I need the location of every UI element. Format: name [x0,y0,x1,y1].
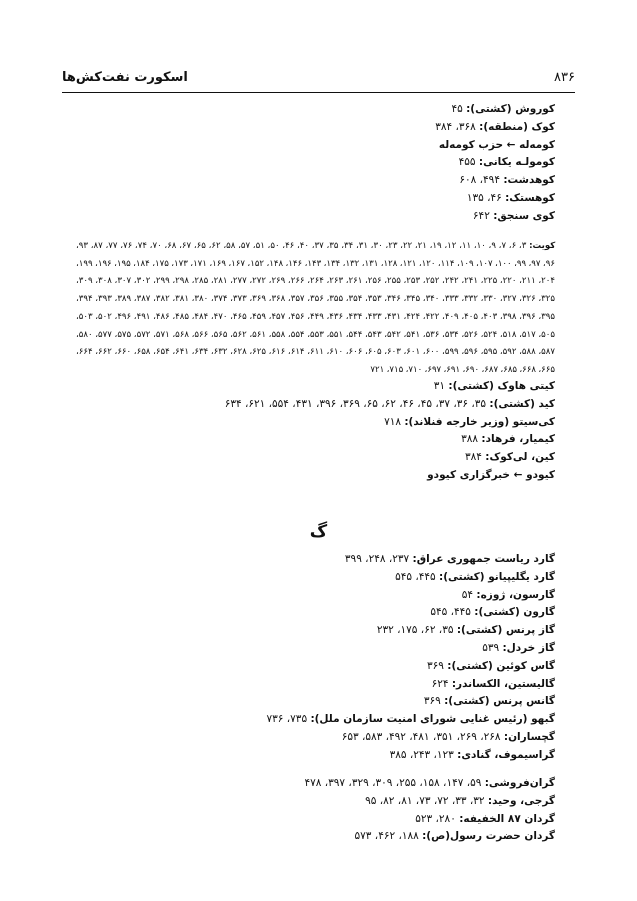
page-number: ۸۳۶ [554,70,575,85]
index-block-gaf-2 [76,775,555,846]
index-entry [76,154,555,172]
index-term: گارسون، ژوزه: [476,588,555,601]
index-entry [76,551,555,569]
index-term: گرجی، وحید: [487,794,555,807]
index-term: گارد یگلیپیانو (کشتی): [439,570,555,583]
index-page-refs: ۲۸۰، ۵۲۳ [415,812,456,825]
index-page-refs: ۳، ۶، ۷، ۹، ۱۰، ۱۱، ۱۲، ۱۹، ۲۱، ۲۲، ۲۳، ۳۰، ۳۱، ۳۴، ۳۵، ۳۷، ۴۰، ۴۶، ۵۰، ۵۱، ۵۷، ۵۸، ۶۲، ۶۵، ۶۷، ۶۸، ۷۰، ۷۴، ۷۶، ۷۷، ۸۷، ۹۳، ۹۶، ۹۷، ۹۹، ۱۰۰، ۱۰۷، ۱۰۹، ۱۱۴، ۱۲۰، ۱۲۱، ۱۲۸، ۱۳۱، ۱۳۲، ۱۳۴، ۱۴۳، ۱۴۶، ۱۴۸، ۱۵۲، ۱۶۷، ۱۶۹، ۱۷۱، ۱۷۳، ۱۷۵، ۱۸۴، ۱۹۵، ۱۹۶، ۱۹۹، ۲۰۴، ۲۱۱، ۲۲۰، ۲۲۵، ۲۴۱، ۲۴۲، ۲۵۲، ۲۵۳، ۲۵۵، ۲۵۶، ۲۶۱، ۲۶۳، ۲۶۴، ۲۶۶، ۲۶۹، ۲۷۲، ۲۷۷، ۲۸۱، ۲۸۵، ۲۹۸، ۲۹۹، ۳۰۲، ۳۰۷، ۳۰۸، ۳۰۹، ۳۲۵، ۳۲۶، ۳۲۷، ۳۳۰، ۳۳۲، ۳۳۳، ۳۴۰، ۳۴۵، ۳۴۶، ۳۵۳، ۳۵۴، ۳۵۵، ۳۵۶، ۳۵۷، ۳۶۸، ۳۶۹، ۳۷۳، ۳۷۴، ۳۸۰، ۳۸۱، ۳۸۲، ۳۸۷، ۳۸۹، ۳۹۳، ۳۹۴، ۳۹۵، ۳۹۶، ۳۹۸، ۴۰۳، ۴۰۵، ۴۰۹، ۴۲۲، ۴۲۴، ۴۳۱، ۴۳۳، ۴۳۴، ۴۳۶، ۴۴۹، ۴۵۶، ۴۵۷، ۴۵۹، ۴۶۵، ۴۷۰، ۴۸۴، ۴۸۵، ۴۸۶، ۴۹۱، ۴۹۶، ۵۰۲، ۵۰۳، ۵۰۵، ۵۱۷، ۵۱۸، ۵۲۴، ۵۲۶، ۵۳۴، ۵۳۶، ۵۴۱، ۵۴۲، ۵۴۳، ۵۴۴، ۵۵۱، ۵۵۳، ۵۵۴، ۵۵۸، ۵۶۱، ۵۶۲، ۵۶۵، ۵۶۶، ۵۶۸، ۵۷۱، ۵۷۲، ۵۷۵، ۵۷۷، ۵۸۰، ۵۸۷، ۵۸۸، ۵۹۲، ۵۹۵، ۵۹۶، ۵۹۹، ۶۰۰، ۶۰۱، ۶۰۳، ۶۰۵، ۶۰۶، ۶۱۰، ۶۱۱، ۶۱۴، ۶۱۶، ۶۲۵، ۶۲۸، ۶۳۲، ۶۳۴، ۶۴۱، ۶۵۴، ۶۵۸، ۶۶۰، ۶۶۲، ۶۶۴، ۶۶۵، ۶۶۸، ۶۸۵، ۶۸۷، ۶۹۰، ۶۹۱، ۶۹۷، ۷۱۰، ۷۱۵، ۷۲۱ [76,241,556,375]
index-entry [76,467,555,485]
index-entry [76,640,555,658]
index-term: کیودو ← خبرگزاری کیودو [427,468,555,481]
index-entry [76,569,555,587]
index-term: گارد ریاست جمهوری عراق: [412,553,555,565]
index-page-refs: ۳۲، ۳۳، ۷۲، ۷۳، ۸۱، ۸۲، ۹۵ [365,794,485,807]
index-term: کوهدشت: [503,174,555,187]
index-term: کوروش (کشتی): [466,103,555,115]
index-entry [76,622,555,640]
index-page-refs: ۷۳۵، ۷۳۶ [266,713,308,726]
index-page-refs: ۳۶۹ [423,695,441,708]
index-page-refs: ۶۴۲ [472,209,490,222]
index-term: گردان حضرت رسول(ص): [422,830,555,843]
index-entry [76,711,555,729]
index-entry [76,693,555,711]
index-entry-kuwait [76,238,555,380]
index-block-kaf-2 [76,378,555,485]
index-entry [76,747,555,765]
index-page-refs: ۴۵ [451,103,463,115]
index-page-refs: ۲۶۸، ۲۶۹، ۳۵۱، ۴۸۱، ۴۹۲، ۵۸۳، ۶۵۳ [341,730,501,743]
index-page-refs: ۴۹۴، ۶۰۸ [459,174,500,187]
index-page-refs: ۲۳۷، ۲۴۸، ۳۹۹ [344,553,410,565]
index-term: کیمیار، فرهاد: [481,433,555,446]
index-page-refs: ۷۱۸ [384,415,401,428]
page-header [62,70,575,93]
index-term: کوهستک: [505,191,555,204]
index-term: گالیستین، الکساندر: [451,677,555,690]
index-page-refs: ۳۵، ۶۲، ۱۷۵، ۲۳۲ [376,624,454,637]
section-letter-heading: گ [309,522,328,542]
index-page-refs: ۵۹، ۱۴۷، ۱۵۸، ۲۵۵، ۳۰۹، ۳۲۹، ۳۹۷، ۴۷۸ [304,777,482,789]
index-term: گانس پرنس (کشتی): [444,695,555,708]
index-term: گچساران: [503,730,555,743]
index-page-refs: ۳۶۸، ۳۸۴ [435,120,476,133]
index-page-refs: ۳۸۴ [465,451,482,464]
index-page-refs: ۵۴ [461,588,474,601]
index-term: کین، لی‌کوک: [485,451,555,464]
index-entry [76,101,555,119]
index-entry [76,811,555,829]
index-term: گبهو (رئیس غنایی شورای امنیت سازمان ملل): [310,713,555,726]
index-block-kuwait [76,238,555,380]
index-entry [76,414,555,432]
index-entry [76,431,555,449]
index-term: کوک (منطقه): [479,120,555,133]
index-entry [76,793,555,811]
index-page-refs: ۶۲۴ [431,677,449,690]
index-entry [76,729,555,747]
index-entry [76,676,555,694]
index-entry [76,378,555,396]
index-term: کومولـه یکانی: [478,156,555,169]
index-entry [76,396,555,414]
running-title: اسکورت نفت‌کش‌ها [62,70,188,85]
index-term: کیتی هاوک (کشتی): [448,380,555,392]
index-entry [76,828,555,846]
index-term: گاز خردل: [502,641,555,654]
index-page-refs: ۴۴۵، ۵۴۵ [395,570,436,583]
index-term: گارون (کشتی): [474,606,555,619]
index-block-kaf-1 [76,101,555,226]
index-term: گاز پرنس (کشتی): [456,624,555,637]
index-page-refs: ۵۳۹ [482,641,500,654]
index-entry [76,137,555,155]
index-page-refs: ۳۸۸ [461,433,479,446]
index-page-refs: ۱۸۸، ۴۶۲، ۵۷۳ [354,830,419,843]
index-entry [76,172,555,190]
index-term: کومه‌له ← حزب کومه‌له [438,138,555,151]
index-entry [76,587,555,605]
index-term: گردان ۸۷ الخفیفه: [459,812,555,825]
index-entry [76,775,555,793]
index-entry [76,658,555,676]
index-entry [76,119,555,137]
index-page-refs: ۴۶، ۱۳۵ [466,191,502,204]
index-entry [76,208,555,226]
index-entry [76,190,555,208]
index-page-refs: ۳۶۹ [427,659,444,672]
index-page-refs: ۳۵، ۳۶، ۳۷، ۴۵، ۴۶، ۶۲، ۶۵، ۳۶۹، ۳۹۶، ۴۳۱، ۵۵۴، ۶۲۱، ۶۳۴ [224,397,487,410]
index-term: گاس کوئین (کشتی): [447,659,555,672]
index-term: کی‌سیتو (وزیر خارجه فنلاند): [404,415,555,428]
index-term: گراسیموف، گنادی: [457,748,555,761]
index-page-refs: ۴۴۵، ۵۴۵ [430,606,471,619]
index-term: کید (کشتی): [489,397,555,410]
index-term: کویت: [529,241,556,251]
index-entry [76,604,555,622]
index-term: کوی سنجق: [493,209,555,222]
index-page-refs: ۱۲۳، ۲۴۳، ۳۸۵ [389,748,454,761]
index-page-refs: ۳۱ [433,380,446,392]
index-page-refs: ۴۵۵ [458,156,476,169]
index-block-gaf-1 [76,551,555,765]
index-entry [76,449,555,467]
index-term: گران‌فروشی: [484,777,555,789]
